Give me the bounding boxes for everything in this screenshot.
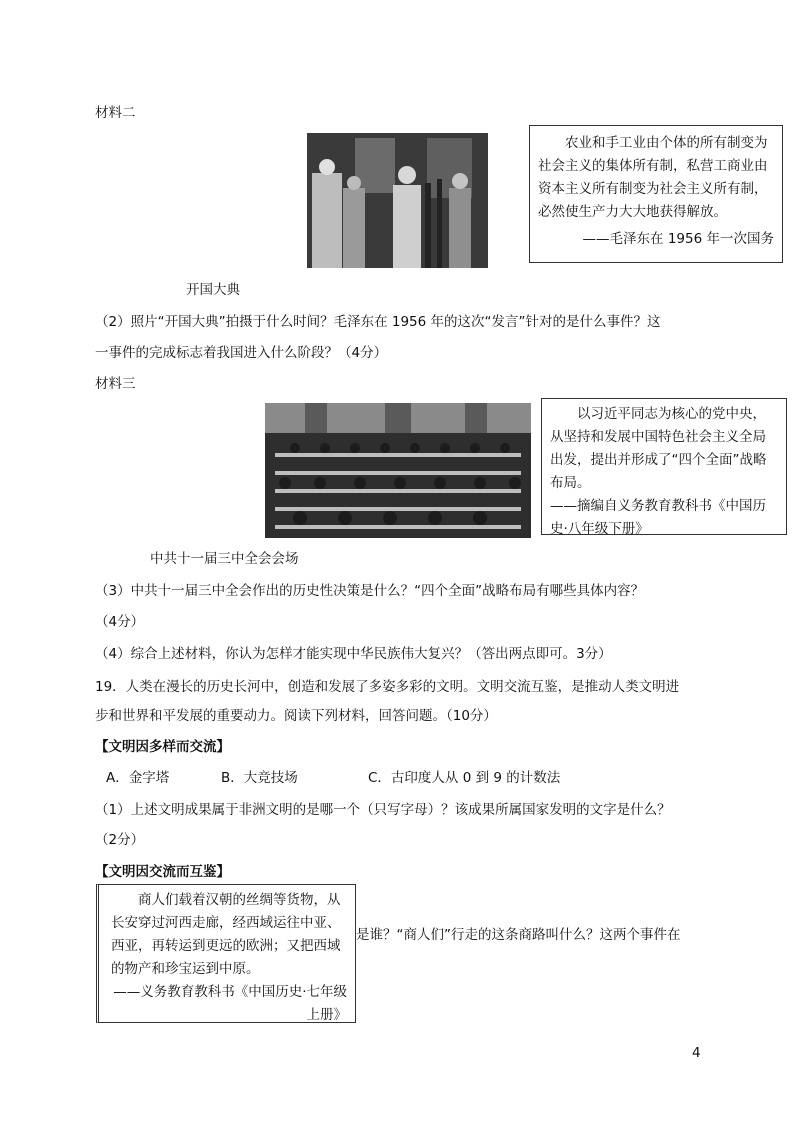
third-plenum-image [265, 403, 531, 538]
section1-title: 【文明因多样而交流】 [95, 739, 230, 755]
founding-ceremony-image [307, 133, 488, 268]
section2-partial-question: 是谁？“商人们”行走的这条商路叫什么？这两个事件在 [356, 927, 681, 943]
q19-1-line1: （1）上述文明成果属于非洲文明的是哪一个（只写字母）？该成果所属国家发明的文字是什么？ [95, 802, 671, 818]
q2-line1: （2）照片“开国大典”拍摄于什么时间？毛泽东在 1956 年的这次“发言”针对的是什么事件？这 [95, 314, 661, 330]
page-number: 4 [692, 1045, 701, 1061]
q3-line2: （4分） [95, 614, 145, 630]
q4-line1: （4）综合上述材料，你认为怎样才能实现中华民族伟大复兴？（答出两点即可。3分） [95, 646, 612, 662]
material2-heading: 材料二 [95, 105, 136, 121]
third-plenum-photo [265, 403, 531, 538]
silk-road-quote-source: ——义务教育教科书《中国历史·七年级上册》 [113, 984, 347, 1023]
q19-line2: 步和世界和平发展的重要动力。阅读下列材料，回答问题。（10分） [95, 708, 497, 724]
silk-road-quote-box [96, 884, 356, 1023]
material3-quote-box [541, 398, 787, 535]
material3-heading: 材料三 [95, 376, 136, 392]
option-b: B．大竞技场 [221, 770, 298, 786]
founding-ceremony-photo [307, 133, 488, 268]
q19-line1: 19．人类在漫长的历史长河中，创造和发展了多姿多彩的文明。文明交流互鉴，是推动人类文明进 [95, 679, 680, 695]
silk-road-quote-text: 商人们载着汉朝的丝绸等货物，从长安穿过河西走廊，经西域运往中亚、西亚，再转运到更远的欧洲；又把西域的物产和珍宝运到中原。 [111, 892, 341, 977]
material2-quote-source: ——毛泽东在 1956 年一次国务 [582, 231, 774, 247]
material2-quote-text: 农业和手工业由个体的所有制变为社会主义的集体所有制，私营工商业由资本主义所有制变为社会主义所有制，必然使生产力大大地获得解放。 [538, 135, 768, 220]
option-c: C．古印度人从 0 到 9 的计数法 [368, 770, 561, 786]
material3-quote-source: ——摘编自义务教育教科书《中国历史·八年级下册》 [550, 498, 766, 537]
q19-1-line2: （2分） [95, 832, 145, 848]
q3-line1: （3）中共十一届三中全会作出的历史性决策是什么？“四个全面”战略布局有哪些具体内容？ [95, 583, 645, 599]
material2-photo-caption: 开国大典 [186, 282, 240, 298]
section2-title: 【文明因交流而互鉴】 [95, 864, 230, 880]
material3-quote-text: 以习近平同志为核心的党中央，从坚持和发展中国特色社会主义全局出发，提出并形成了“四个全面”战略布局。 [550, 406, 767, 491]
material3-photo-caption: 中共十一届三中全会会场 [150, 551, 299, 567]
q2-line2: 一事件的完成标志着我国进入什么阶段？（4分） [95, 345, 388, 361]
material2-quote-box [529, 125, 783, 263]
option-a: A．金字塔 [106, 770, 170, 786]
